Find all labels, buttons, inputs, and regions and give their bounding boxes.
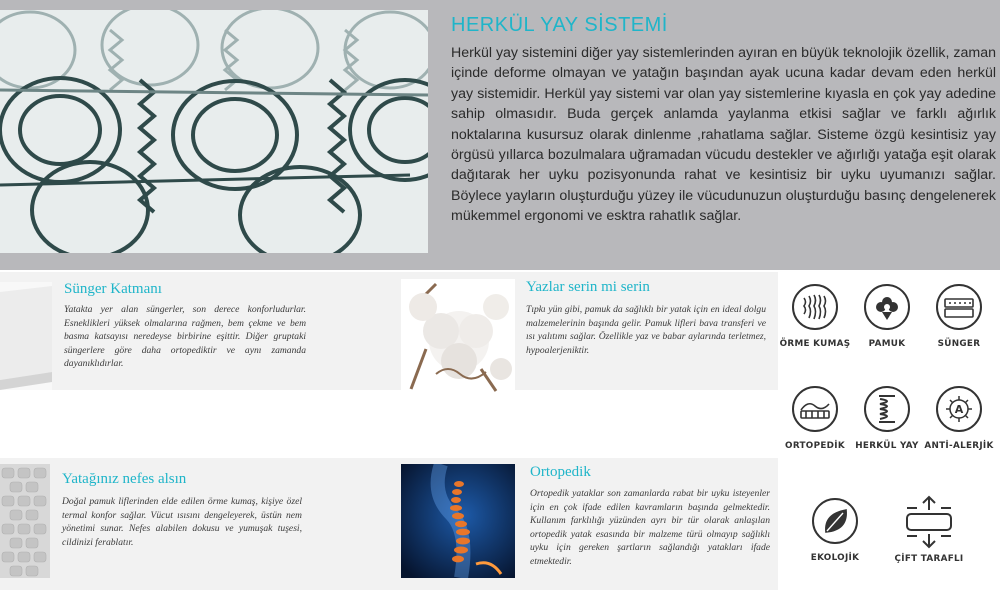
icon-label: ORTOPEDİK <box>785 441 845 451</box>
icon-cift-tarafli <box>884 494 974 564</box>
spine-photo <box>401 464 515 578</box>
icon-label: HERKÜL YAY <box>855 441 919 451</box>
spring-icon <box>864 386 910 432</box>
foam-layer-icon <box>936 284 982 330</box>
icon-label: PAMUK <box>868 339 906 349</box>
yazlar-title: Yazlar serin mi serin <box>526 279 650 295</box>
sunger-title: Sünger Katmanı <box>64 281 162 297</box>
icon-label: ANTİ-ALERJİK <box>924 441 994 451</box>
cotton-photo <box>401 279 515 393</box>
foam-photo <box>0 282 52 390</box>
knit-fabric-icon <box>792 284 838 330</box>
cotton-flower-icon <box>864 284 910 330</box>
ortopedik-title: Ortopedik <box>530 464 591 480</box>
icon-label: ÇİFT TARAFLI <box>894 554 964 564</box>
leaf-icon <box>812 498 858 544</box>
icon-ekolojik <box>799 498 871 563</box>
icon-orme-kumas <box>779 284 851 349</box>
yazlar-text: Tıpkı yün gibi, pamuk da sağlıklı bir yatak için en ideal dolgu malzemelerinin başında gelir. Pamuk lifleri bava transferi ve ısı yalıtımı sağlar. Özellikle yaz ve babar aylarında terletmez, hypoalerjeniktir. <box>526 304 766 356</box>
spring-system-photo <box>0 10 428 253</box>
icon-label: EKOLOJİK <box>810 553 860 563</box>
icon-pamuk <box>851 284 923 349</box>
anti-allergic-icon <box>936 386 982 432</box>
double-sided-icon <box>901 494 957 550</box>
nefes-text: Doğal pamuk liflerinden elde edilen örme kumaş, kişiye özel termal konfor sağlar. Vücut ısısını dengeleyerek, üstün nem yönetimi sunar. Nefes alabilen dokusu ve yumuşak tuşesi, cildinizi ferablatır. <box>62 496 302 548</box>
nefes-title: Yatağınız nefes alsın <box>62 471 187 487</box>
svg-text:A: A <box>954 403 964 416</box>
feature-icons-panel <box>778 272 1000 590</box>
icon-label: ÖRME KUMAŞ <box>779 339 851 349</box>
herkul-description: Herkül yay sistemini diğer yay sistemlerinden ayıran en büyük teknolojik özellik, zaman içinde deforme olmayan ve yatağın başından ayak ucuna kadar devam eden herkül yay sistemidir. Herkül yay sistemi var olan yay sistemlerine kıyasla en çok yay adedine sahip olmasıdır. Buda gerçek anlamda yaylanma etkisi sağlar ve farklı ağırlık noktalarına kusursuz olarak dinlenme ,rahatlama sağlar. Sisteme özgü kesintisiz yay örgüsü yıllarca bozulmalara uğramadan vücudu destekler ve ağırlığı yatağa eşit olarak dağıtarak her uyku pozisyonunda rahat ve kesintisiz bir uyku uyumanızı sağlar. Böylece yayların oluşturduğu yüzey ile vücudunuzun oluşturduğu basınç dengelenerek mükemmel ergonomi ve esktra rahatlık sağlar. <box>451 45 996 225</box>
icon-herkul-yay <box>851 386 923 451</box>
sunger-text: Yatakta yer alan süngerler, son derece konforludurlar. Esneklikleri yüksek olmalarına rağmen, bem çekme ve bem basma katsayısı neredeyse birbirine eşittir. Diğer gruptaki süngerlere göre daha ortopediktir ve aynı zamanda dayanıklıdırlar. <box>64 304 306 369</box>
orthopedic-mattress-icon <box>792 386 838 432</box>
herkul-title: HERKÜL YAY SİSTEMİ <box>451 14 668 36</box>
icon-sunger <box>923 284 995 349</box>
icon-label: SÜNGER <box>937 339 981 349</box>
herkul-section <box>0 0 1000 270</box>
knit-fabric-photo <box>0 464 50 578</box>
icon-ortopedik <box>779 386 851 451</box>
ortopedik-text: Ortopedik yataklar son zamanlarda rabat bir uyku isteyenler için en çok ifade edilen kavramların başında gelmektedir. Kullanım farklılığı yüzünden ayrı bir tür olarak anlaşılan ortopedik yatak esasında bir malzeme türü olmayıp sağlıklı uyku için gereken şartların sağlandığı yatakları ifade etmektedir. <box>530 488 770 567</box>
icon-anti-alerjik <box>923 386 995 451</box>
